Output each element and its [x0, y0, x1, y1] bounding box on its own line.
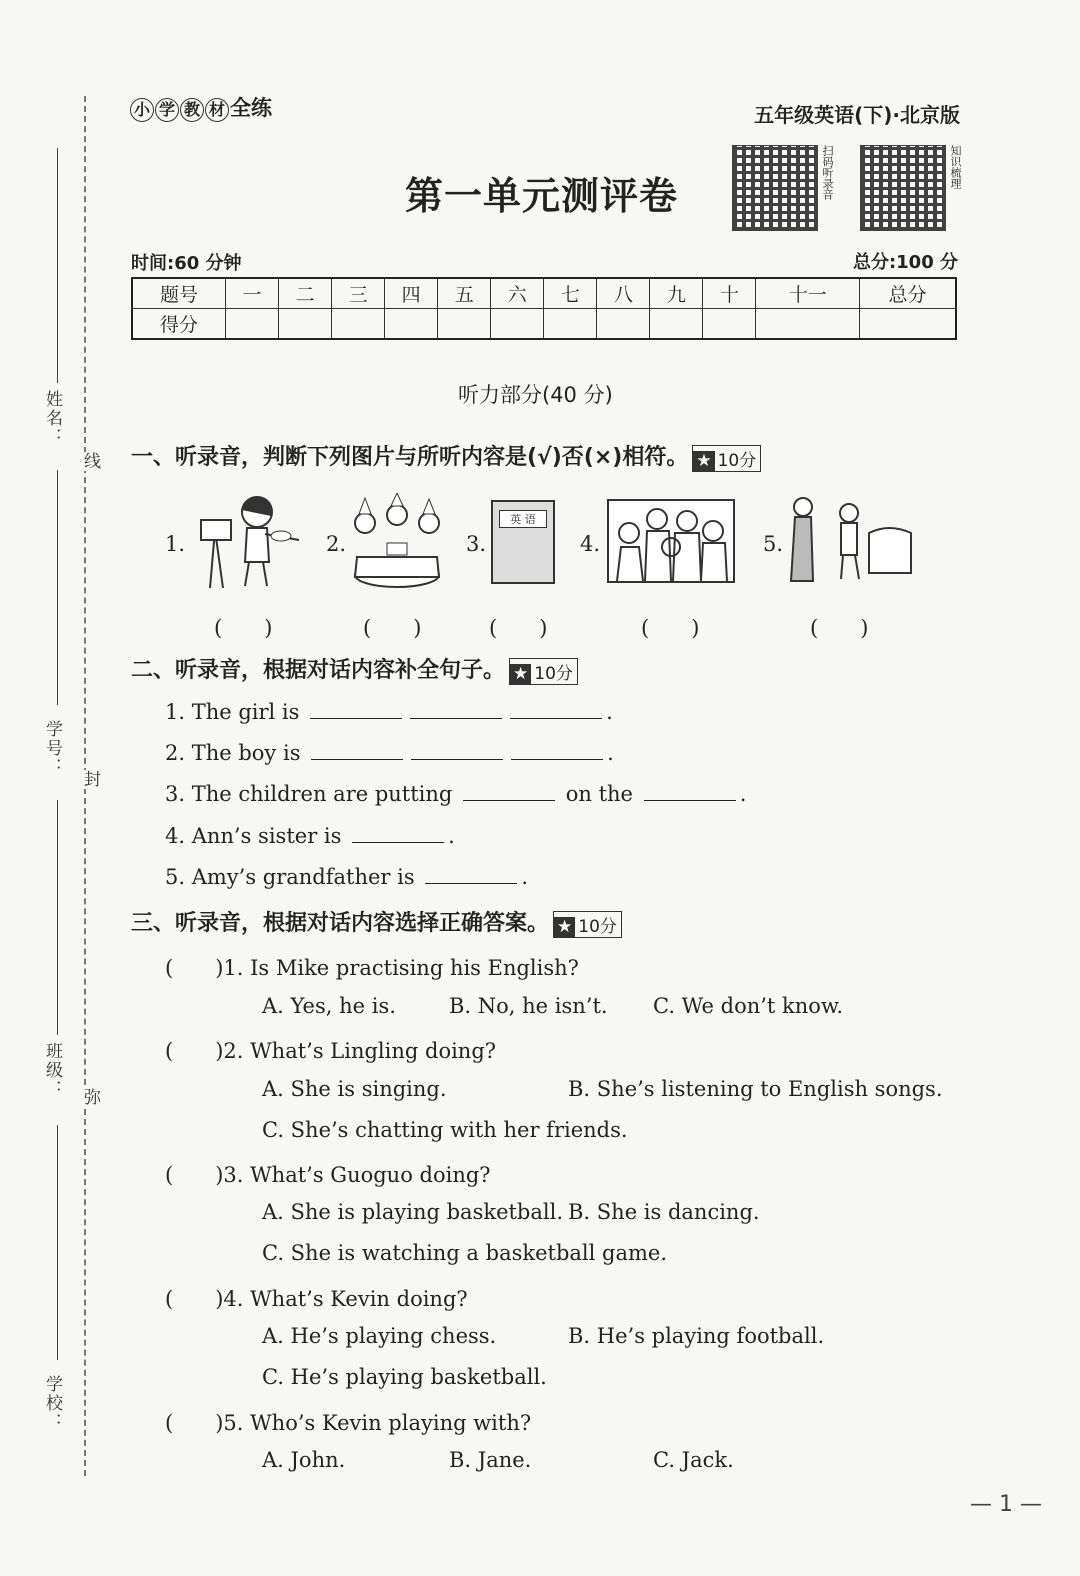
- class-label: 班级：: [42, 1042, 62, 1099]
- option-b[interactable]: B. She is dancing.: [568, 1200, 760, 1224]
- item-number: 5.: [763, 532, 784, 556]
- school-line: [57, 1125, 58, 1360]
- score-badge: ★ 10分: [509, 658, 578, 685]
- choice-question-4: ( )4. What’s Kevin doing?: [165, 1287, 468, 1311]
- option-c[interactable]: C. She’s chatting with her friends.: [262, 1118, 628, 1142]
- option-b[interactable]: B. No, he isn’t.: [449, 994, 608, 1018]
- qr-listen[interactable]: 扫码听录音: [732, 145, 833, 231]
- name-label: 姓名：: [42, 390, 62, 447]
- qr-code-icon: [732, 145, 818, 231]
- option-c[interactable]: C. She is watching a basketball game.: [262, 1241, 668, 1265]
- section-2-title: 二、听录音，根据对话内容补全句子。 ★ 10分: [131, 653, 578, 685]
- answer-blank[interactable]: ( ): [489, 616, 548, 640]
- seal-label: 封: [78, 770, 103, 789]
- fill-question-2: 2. The boy is .: [165, 741, 614, 765]
- family-photo-picture: [607, 499, 735, 583]
- option-b[interactable]: B. She’s listening to English songs.: [568, 1077, 943, 1101]
- subject-label: 五年级英语(下)·北京版: [754, 103, 960, 127]
- choice-question-1: ( )1. Is Mike practising his English?: [165, 956, 579, 980]
- option-a[interactable]: A. She is playing basketball.: [262, 1200, 564, 1224]
- class-line: [57, 800, 58, 1035]
- score-table: [131, 277, 957, 340]
- fill-question-3: 3. The children are putting on the .: [165, 782, 747, 806]
- fill-question-5: 5. Amy’s grandfather is .: [165, 865, 529, 889]
- fill-question-1: 1. The girl is .: [165, 700, 613, 724]
- option-b[interactable]: B. Jane.: [449, 1448, 532, 1472]
- option-a[interactable]: A. She is singing.: [262, 1077, 447, 1101]
- choice-question-3: ( )3. What’s Guoguo doing?: [165, 1163, 491, 1187]
- school-label: 学校：: [42, 1375, 62, 1432]
- reading-scene-picture: [785, 493, 913, 585]
- star-icon: ★: [693, 451, 714, 471]
- answer-blank[interactable]: ( ): [214, 616, 273, 640]
- option-a[interactable]: A. He’s playing chess.: [262, 1324, 497, 1348]
- star-icon: ★: [554, 917, 575, 937]
- birthday-party-picture: [347, 493, 447, 589]
- secret-label: 弥: [78, 1088, 103, 1107]
- table-row: 得分: [132, 309, 956, 340]
- table-row: 题号 一 二 三 四 五 六 七 八 九 十 十一 总分: [132, 278, 956, 309]
- answer-blank[interactable]: ( ): [641, 616, 700, 640]
- id-line: [57, 470, 58, 705]
- score-badge: ★ 10分: [692, 445, 761, 472]
- section-1-title: 一、听录音，判断下列图片与所听内容是(√)否(×)相符。 ★ 10分: [131, 440, 761, 472]
- item-number: 3.: [466, 532, 487, 556]
- part-title: 听力部分(40 分): [458, 383, 613, 407]
- item-number: 2.: [326, 532, 347, 556]
- score-badge: ★ 10分: [553, 911, 622, 938]
- option-b[interactable]: B. He’s playing football.: [568, 1324, 825, 1348]
- page-title: 第一单元测评卷: [405, 174, 679, 218]
- answer-blank[interactable]: ( ): [363, 616, 422, 640]
- star-icon: ★: [510, 664, 531, 684]
- item-number: 4.: [580, 532, 601, 556]
- qr-code-icon: [860, 145, 946, 231]
- line-label: 线: [78, 452, 103, 471]
- total-score: 总分:100 分: [852, 252, 958, 273]
- choice-question-5: ( )5. Who’s Kevin playing with?: [165, 1411, 532, 1435]
- qr-knowledge[interactable]: 知识梳理: [860, 145, 961, 231]
- option-c[interactable]: C. We don’t know.: [653, 994, 844, 1018]
- section-3-title: 三、听录音，根据对话内容选择正确答案。 ★ 10分: [131, 906, 622, 938]
- choice-question-2: ( )2. What’s Lingling doing?: [165, 1039, 497, 1063]
- option-a[interactable]: A. Yes, he is.: [262, 994, 396, 1018]
- fill-question-4: 4. Ann’s sister is .: [165, 824, 455, 848]
- option-a[interactable]: A. John.: [262, 1448, 346, 1472]
- english-book-picture: 英 语: [491, 500, 555, 584]
- answer-blank[interactable]: ( ): [810, 616, 869, 640]
- option-c[interactable]: C. Jack.: [653, 1448, 734, 1472]
- page-number: — 1 —: [970, 1492, 1042, 1517]
- brand-logo: 小 学 教 材 全练: [130, 92, 272, 122]
- item-number: 1.: [165, 532, 186, 556]
- time-limit: 时间:60 分钟: [131, 253, 242, 274]
- id-label: 学号：: [42, 720, 62, 777]
- violin-girl-picture: [195, 490, 305, 590]
- name-line: [57, 148, 58, 383]
- option-c[interactable]: C. He’s playing basketball.: [262, 1365, 547, 1389]
